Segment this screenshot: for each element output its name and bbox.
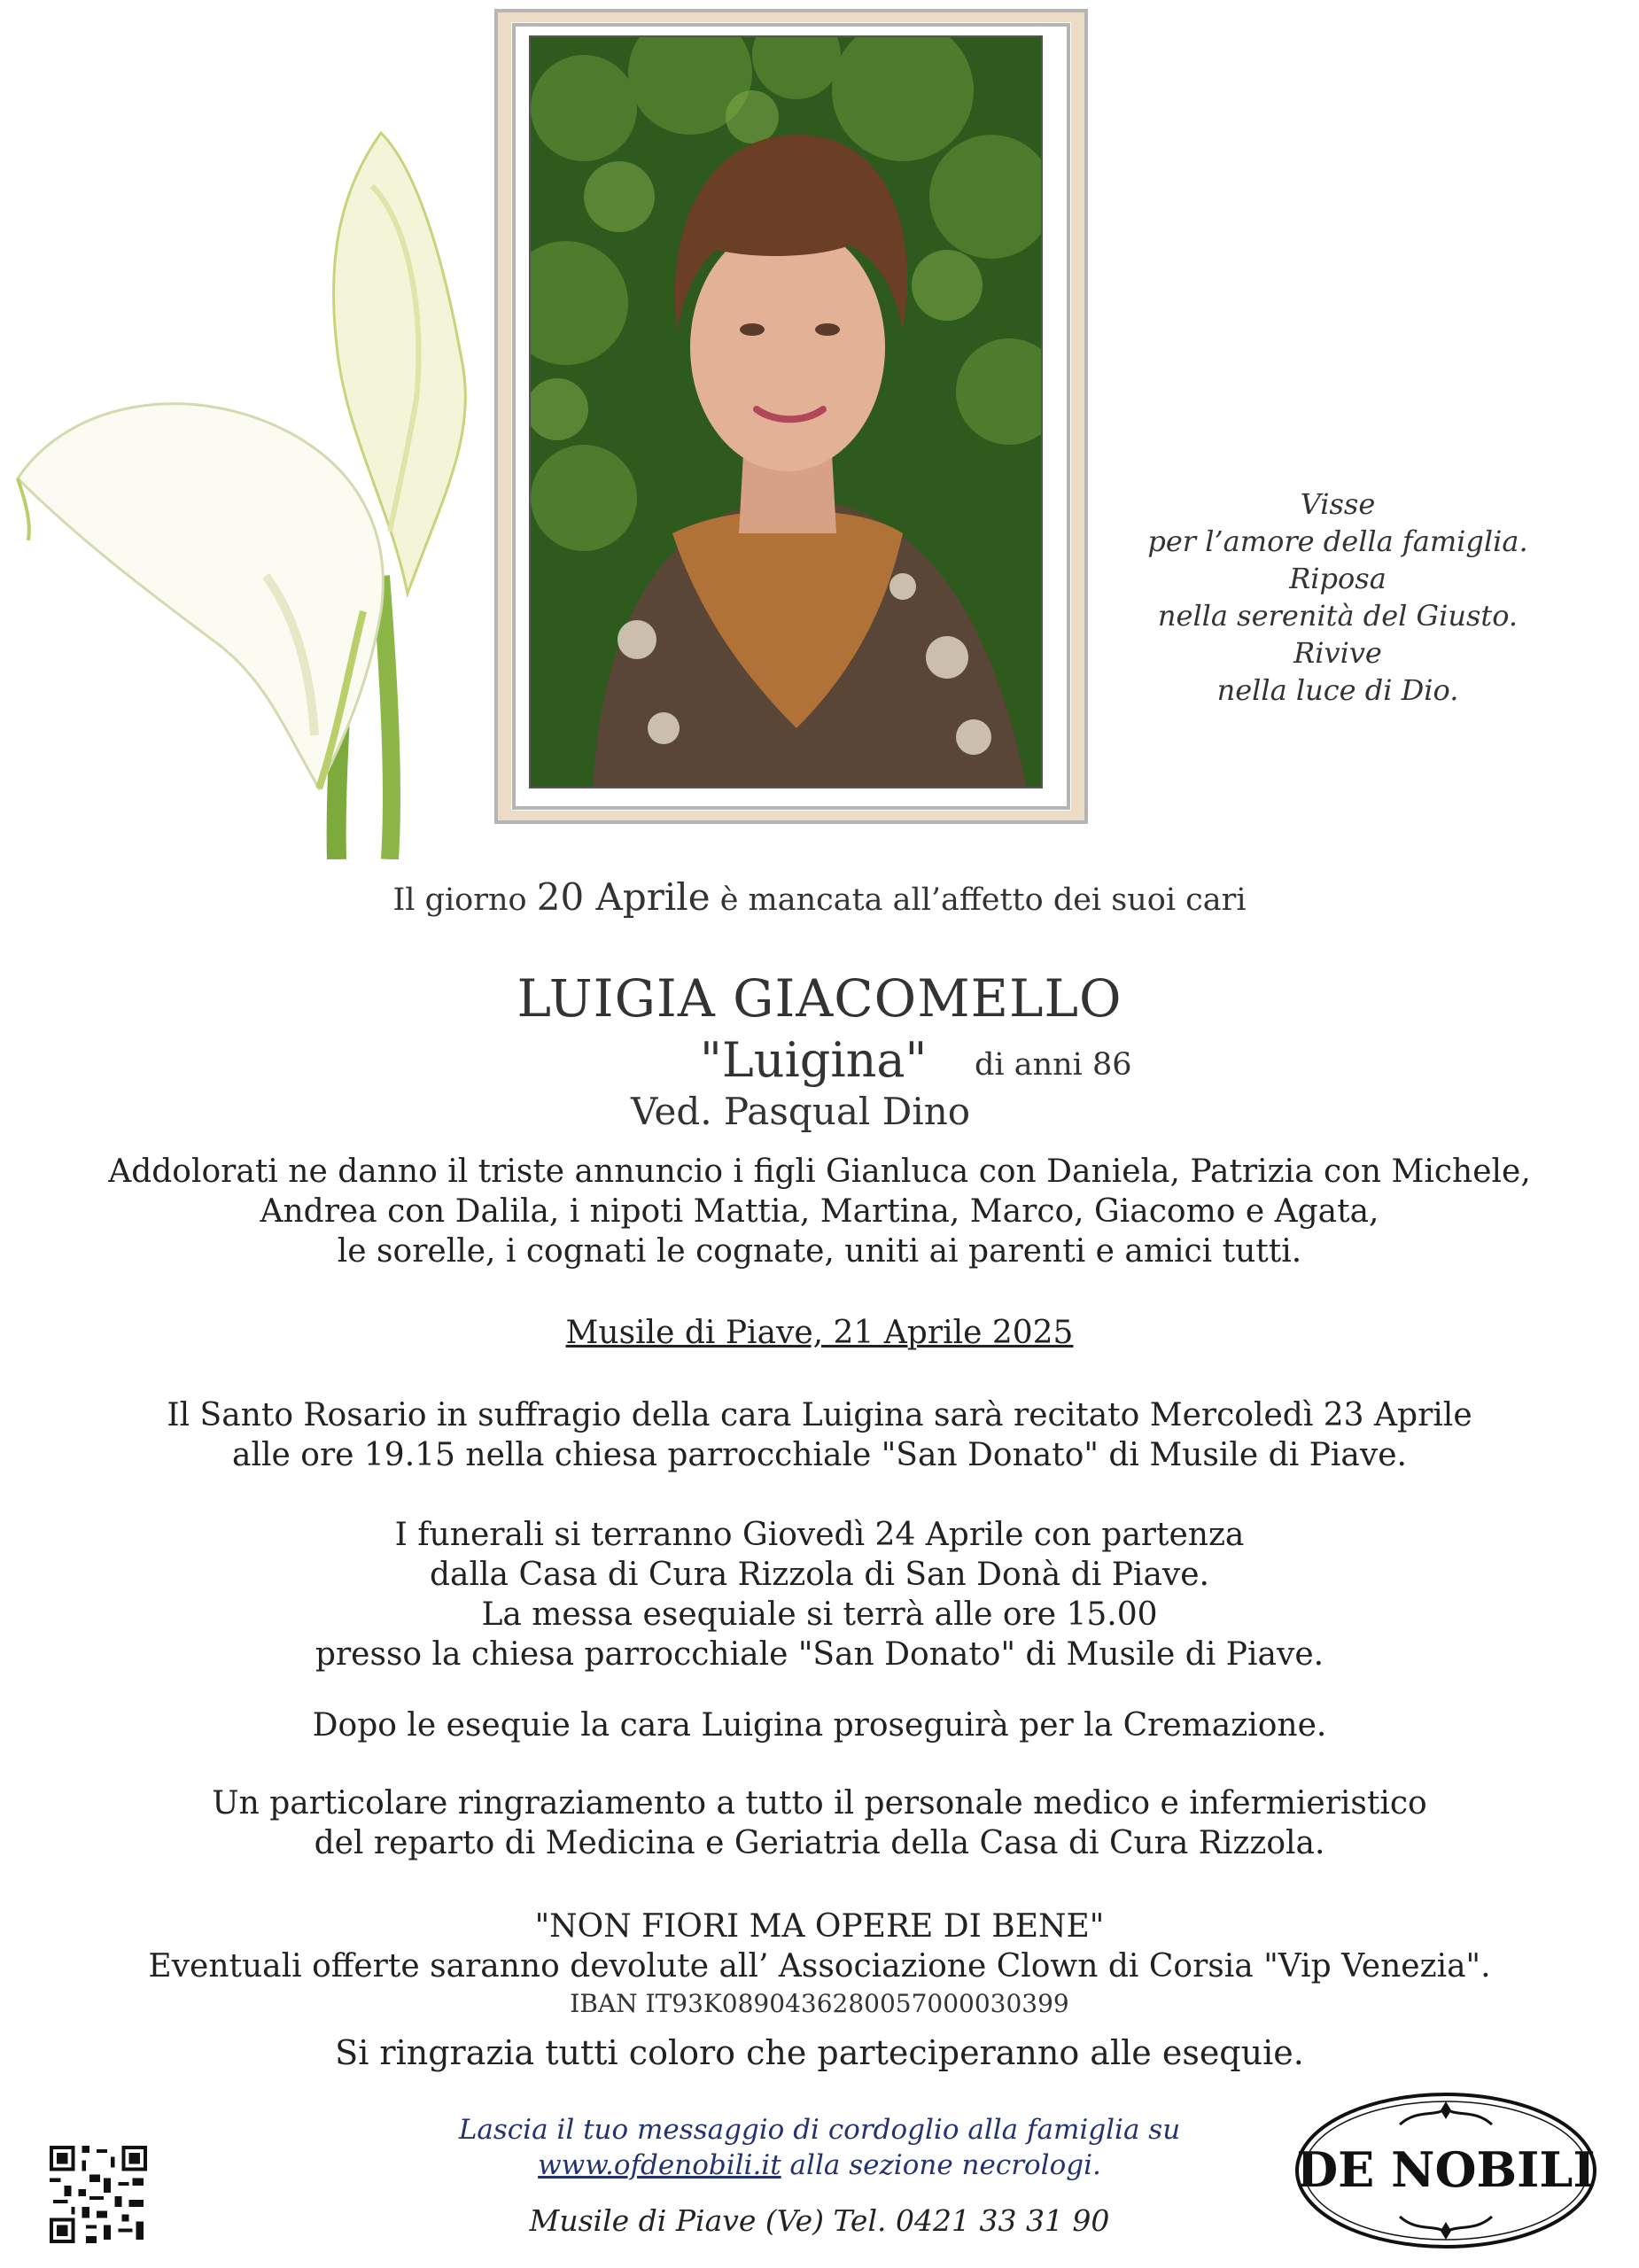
family-line: Andrea con Dalila, i nipoti Mattia, Martina, Marco, Giacomo e Agata,: [260, 1193, 1379, 1230]
de-nobili-logo: [1293, 2091, 1599, 2250]
verse-line: Rivive: [1293, 636, 1382, 670]
logo-text: DE NOBILI: [1296, 2141, 1596, 2198]
funeral-line: I funerali si terranno Giovedì 24 Aprile con partenza: [394, 1517, 1245, 1553]
contact-phone: Musile di Piave (Ve) Tel. 0421 33 31 90: [529, 2203, 1110, 2238]
qr-code-icon[interactable]: [46, 2142, 151, 2247]
funeral-line: dalla Casa di Cura Rizzola di San Donà di Piave.: [430, 1557, 1209, 1593]
verse-line: nella serenità del Giusto.: [1157, 599, 1519, 633]
deceased-age: di anni 86: [975, 1047, 1132, 1083]
donation-slogan: "NON FIORI MA OPERE DI BENE": [534, 1908, 1105, 1945]
medical-thanks-line: Un particolare ringraziamento a tutto il personale medico e infermieristico: [212, 1785, 1427, 1821]
website-link[interactable]: www.ofdenobili.it: [538, 2149, 781, 2181]
verse-line: per l’amore della famiglia.: [1147, 524, 1528, 558]
funeral-line: La messa esequiale si terrà alle ore 15.00: [481, 1596, 1158, 1633]
intro-date: 20 Aprile: [536, 875, 711, 919]
medical-thanks-line: del reparto di Medicina e Geriatria della Casa di Cura Rizzola.: [314, 1825, 1325, 1861]
condolence-suffix: alla sezione necrologi.: [789, 2149, 1101, 2181]
cremation-note: Dopo le esequie la cara Luigina proseguirà per la Cremazione.: [312, 1707, 1327, 1744]
deceased-portrait: [529, 35, 1043, 788]
calla-lily-icon: [0, 115, 496, 859]
rosary-line: alle ore 19.15 nella chiesa parrocchiale "San Donato" di Musile di Piave.: [232, 1437, 1407, 1473]
family-line: Addolorati ne danno il triste annuncio i figli Gianluca con Daniela, Patrizia con Michele,: [108, 1153, 1531, 1190]
widow-of: Ved. Pasqual Dino: [631, 1090, 971, 1133]
condolence-line: Lascia il tuo messaggio di cordoglio alla famiglia su: [458, 2114, 1181, 2146]
deceased-name: LUIGIA GIACOMELLO: [517, 968, 1122, 1029]
closing-thanks: Si ringrazia tutti coloro che parteciperanno alle esequie.: [335, 2033, 1304, 2072]
intro-line: [0, 875, 1639, 919]
rosary-info: [0, 1395, 1639, 1475]
verse-line: Riposa: [1289, 562, 1387, 595]
medical-thanks: [0, 1783, 1639, 1863]
place-date-text: Musile di Piave, 21 Aprile 2025: [565, 1315, 1074, 1351]
place-and-date: [0, 1313, 1639, 1353]
funeral-line: presso la chiesa parrocchiale "San Donato" di Musile di Piave.: [315, 1636, 1324, 1673]
rosary-line: Il Santo Rosario in suffragio della cara Luigina sarà recitato Mercoledì 23 Aprile: [167, 1397, 1472, 1433]
deceased-nickname: "Luigina": [700, 1032, 928, 1088]
donation-info: Eventuali offerte saranno devolute all’ Associazione Clown di Corsia "Vip Venezia".: [148, 1948, 1491, 1984]
family-announcement: [0, 1152, 1639, 1271]
epitaph-verse: [1125, 485, 1550, 709]
family-line: le sorelle, i cognati le cognate, uniti ai parenti e amici tutti.: [337, 1233, 1302, 1270]
verse-line: Visse: [1300, 487, 1376, 521]
intro-prefix: Il giorno: [392, 882, 527, 918]
intro-suffix: è mancata all’affetto dei suoi cari: [719, 882, 1247, 918]
funeral-info: [0, 1515, 1639, 1674]
verse-line: nella luce di Dio.: [1216, 673, 1459, 707]
donation-iban: IBAN IT93K0890436280057000030399: [570, 1989, 1069, 2018]
